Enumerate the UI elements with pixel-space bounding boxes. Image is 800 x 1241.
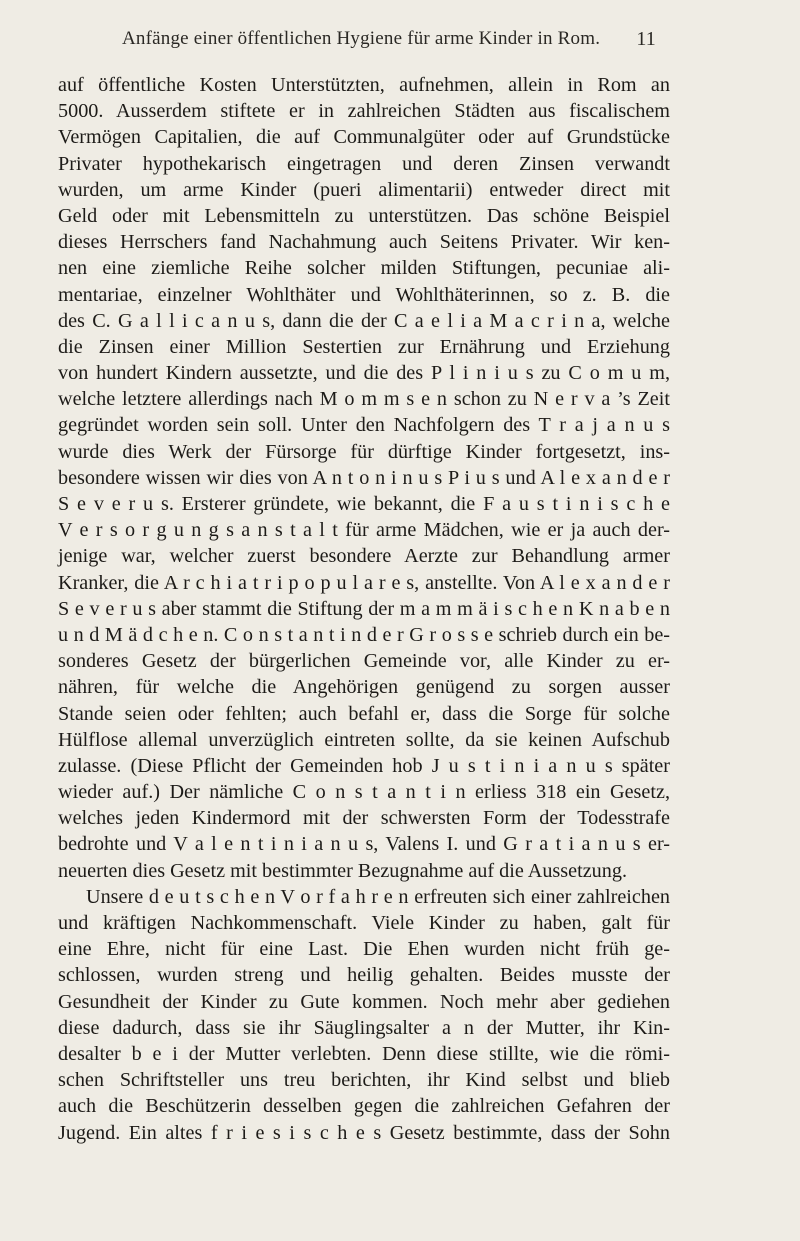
body-text: [58, 72, 670, 1146]
text-line: V e r s o r g u n g s a n s t a l t für arme Mädchen, wie er ja auch der-: [58, 519, 670, 542]
text-line: wieder auf.) Der nämliche C o n s t a n t i n erliess 318 ein Gesetz,: [58, 781, 670, 804]
text-line: welches jeden Kindermord mit der schwersten Form der Todesstrafe: [58, 807, 670, 830]
text-line: desalter b e i der Mutter verlebten. Denn diese stillte, wie die römi-: [58, 1042, 670, 1065]
text-line: die Zinsen einer Million Sestertien zur Ernährung und Erziehung: [58, 335, 670, 358]
text-line: 5000. Ausserdem stiftete er in zahlreichen Städten aus fiscalischem: [58, 100, 670, 123]
text-line: nähren, für welche die Angehörigen genügend zu sorgen ausser: [58, 676, 670, 699]
text-line: besondere wissen wir dies von A n t o n i n u s P i u s und A l e x a n d e r: [58, 466, 670, 489]
page-number: 11: [636, 28, 656, 50]
text-line: schlossen, wurden streng und heilig gehalten. Beides musste der: [58, 964, 670, 987]
text-line: zulasse. (Diese Pflicht der Gemeinden hob J u s t i n i a n u s später: [58, 754, 670, 777]
text-line: von hundert Kindern aussetzte, und die des P l i n i u s zu C o m u m,: [58, 362, 670, 385]
text-line: des C. G a l l i c a n u s, dann die der C a e l i a M a c r i n a, welche: [58, 309, 670, 332]
text-line: Geld oder mit Lebensmitteln zu unterstützen. Das schöne Beispiel: [58, 204, 670, 227]
text-line: gegründet worden sein soll. Unter den Nachfolgern des T r a j a n u s: [58, 414, 670, 437]
text-line: eine Ehre, nicht für eine Last. Die Ehen wurden nicht früh ge-: [58, 938, 670, 961]
text-line: Gesundheit der Kinder zu Gute kommen. Noch mehr aber gediehen: [58, 990, 670, 1013]
text-line: sonderes Gesetz der bürgerlichen Gemeinde vor, alle Kinder zu er-: [58, 650, 670, 673]
text-line: nen eine ziemliche Reihe solcher milden Stiftungen, pecuniae ali-: [58, 257, 670, 280]
text-line: Stande seien oder fehlten; auch befahl er, dass die Sorge für solche: [58, 702, 670, 725]
text-line: Hülflose allemal unverzüglich eintreten sollte, da sie keinen Aufschub: [58, 728, 670, 751]
text-line: welche letztere allerdings nach M o m m s e n schon zu N e r v a ’s Zeit: [58, 388, 670, 411]
text-line: schen Schriftsteller uns treu berichten, ihr Kind selbst und blieb: [58, 1069, 670, 1092]
text-line: mentariae, einzelner Wohlthäter und Wohlthäterinnen, so z. B. die: [58, 283, 670, 306]
text-line: auch die Beschützerin desselben gegen die zahlreichen Gefahren der: [58, 1095, 670, 1118]
text-line: u n d M ä d c h e n. C o n s t a n t i n d e r G r o s s e schrieb durch ein be-: [58, 623, 670, 646]
text-line: bedrohte und V a l e n t i n i a n u s, Valens I. und G r a t i a n u s er-: [58, 833, 670, 856]
text-line: auf öffentliche Kosten Unterstützten, aufnehmen, allein in Rom an: [58, 74, 670, 96]
text-line: wurde dies Werk der Fürsorge für dürftige Kinder fortgesetzt, ins-: [58, 440, 670, 463]
running-title: Anfänge einer öffentlichen Hygiene für arme Kinder in Rom.: [122, 28, 601, 49]
text-line: Kranker, die A r c h i a t r i p o p u l a r e s, anstellte. Von A l e x a n d e r: [58, 571, 670, 594]
text-line: Privater hypothekarisch eingetragen und deren Zinsen verwandt: [58, 152, 670, 175]
text-line: und kräftigen Nachkommenschaft. Viele Kinder zu haben, galt für: [58, 912, 670, 934]
text-line: Unsere d e u t s c h e n V o r f a h r e n erfreuten sich einer zahlreichen: [86, 885, 670, 908]
text-line: Vermögen Capitalien, die auf Communalgüter oder auf Grundstücke: [58, 126, 670, 149]
text-line: wurden, um arme Kinder (pueri alimentarii) entweder direct mit: [58, 178, 670, 201]
text-line: diese dadurch, dass sie ihr Säuglingsalter a n der Mutter, ihr Kin-: [58, 1016, 670, 1039]
text-line: neuerten dies Gesetz mit bestimmter Bezugnahme auf die Aussetzung.: [58, 859, 628, 882]
text-line: S e v e r u s aber stammt die Stiftung der m a m m ä i s c h e n K n a b e n: [58, 597, 670, 620]
text-line: jenige war, welcher zuerst besondere Aerzte zur Behandlung armer: [58, 545, 670, 568]
page-header: [116, 28, 656, 58]
text-line: dieses Herrschers fand Nachahmung auch Seitens Privater. Wir ken-: [58, 231, 670, 254]
text-line: Jugend. Ein altes f r i e s i s c h e s Gesetz bestimmte, dass der Sohn: [58, 1121, 670, 1144]
text-line: S e v e r u s. Ersterer gründete, wie bekannt, die F a u s t i n i s c h e: [58, 493, 670, 515]
